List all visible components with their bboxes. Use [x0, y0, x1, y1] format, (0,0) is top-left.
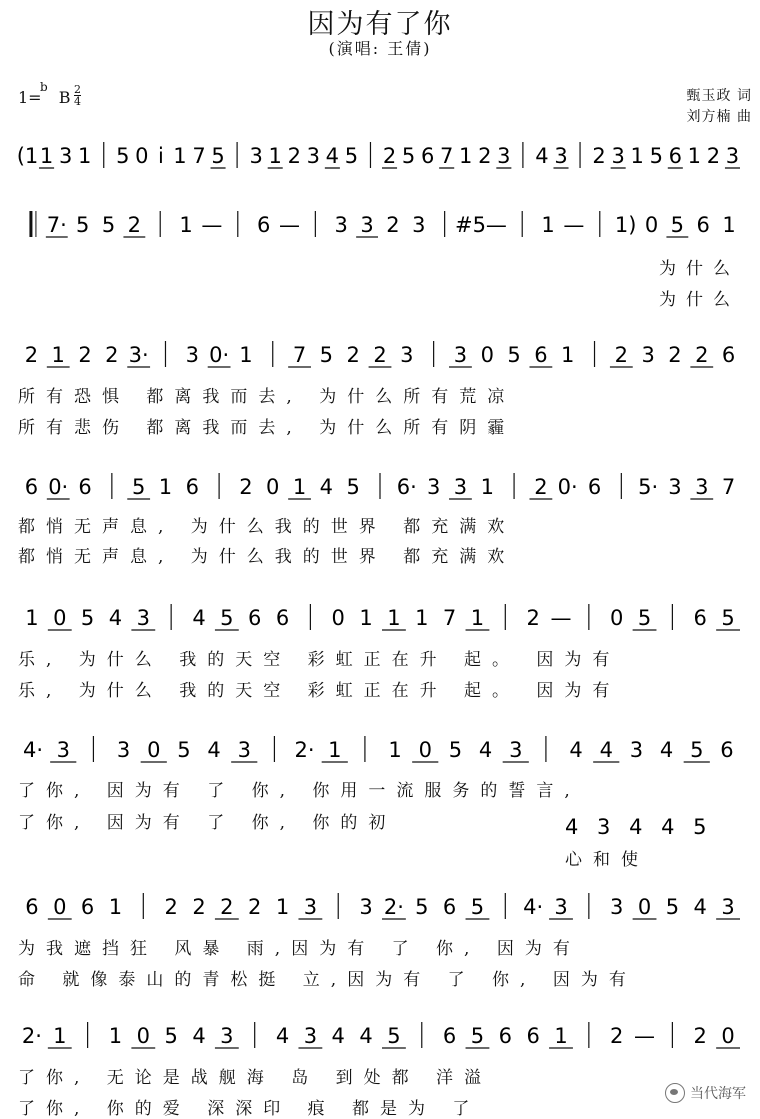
note: 5 [470, 1024, 485, 1048]
note: 2 [220, 895, 234, 919]
watermark-text: 当代海军 [690, 1086, 746, 1102]
wechat-icon [665, 1083, 685, 1103]
note: 7· [46, 213, 67, 237]
note: 0 [637, 895, 652, 919]
note: 6 [720, 738, 734, 762]
key-prefix: 1= [18, 88, 42, 107]
note: 2 [287, 144, 301, 168]
note: 5 [637, 606, 652, 630]
note: 2 [78, 343, 92, 367]
note: 1 [25, 606, 39, 630]
note: 6 [78, 475, 92, 499]
note: 5 [211, 144, 225, 168]
note: 6 [696, 213, 710, 237]
note: — [563, 213, 585, 237]
note: 1 [239, 343, 253, 367]
note: 0 [147, 738, 161, 762]
note: 4 [359, 1024, 373, 1048]
note: 4 [659, 738, 674, 762]
lyric-line: 为我遮挡狂 风暴 雨,因为有 了 你, 因为有 [18, 939, 581, 959]
note: 2 [382, 144, 397, 168]
lyric-line: 了你, 因为有 了 你, 你用一流服务的誓言, [18, 781, 581, 801]
system-1 [17, 142, 740, 168]
note: — [485, 213, 507, 237]
note: 3 [497, 144, 511, 168]
note: 2 [24, 343, 39, 367]
note: 4 [478, 738, 493, 762]
note: 6 [80, 895, 95, 919]
note: 4 [599, 738, 613, 762]
lyric-line: 所有悲伤 都离我而去, 为什么所有阴霾 [18, 418, 516, 438]
note: 2· [383, 895, 404, 919]
note: 1 [173, 144, 187, 168]
note: 2· [294, 738, 315, 762]
time-top: 2 [74, 83, 81, 96]
note: 4 [693, 895, 707, 919]
note: 5 [131, 475, 146, 499]
note: 2 [373, 343, 387, 367]
note: 6 [534, 343, 548, 367]
note: 0 [266, 475, 280, 499]
note: 6 [526, 1024, 540, 1048]
note: 1 [275, 895, 290, 919]
lyric-line: 为什么 [659, 290, 740, 310]
note: 2 [164, 895, 178, 919]
note: 0 [480, 343, 494, 367]
note: 1 [480, 475, 494, 499]
note: 1 [359, 606, 373, 630]
note: (1 [16, 144, 39, 168]
note: 4 [331, 1024, 345, 1048]
note: 3 [668, 475, 682, 499]
note: 2· [21, 1024, 42, 1048]
note: 3 [334, 213, 348, 237]
note: 6 [442, 1024, 457, 1048]
note: 6 [442, 895, 457, 919]
note: 3 [220, 1024, 234, 1048]
note: 3 [359, 895, 373, 919]
system-8 [22, 1022, 740, 1048]
note: 2 [610, 1024, 624, 1048]
note: 6 [185, 475, 199, 499]
note: 3 [641, 343, 655, 367]
note: — [201, 213, 223, 237]
note: 0 [418, 738, 432, 762]
note: 5 [665, 895, 680, 919]
note: 1) [614, 213, 637, 237]
note: 1 [53, 1024, 67, 1048]
note: 2 [192, 895, 206, 919]
note: 0 [135, 144, 149, 168]
note: 4· [23, 738, 44, 762]
note: 2 [346, 343, 360, 367]
note: 0 [610, 606, 624, 630]
note: 3 [453, 343, 468, 367]
note: 5· [638, 475, 659, 499]
note: 6 [693, 606, 707, 630]
note: 7 [192, 144, 206, 168]
note: 4 [207, 738, 221, 762]
note: 6· [396, 475, 417, 499]
lyric-line: 都悄无声息, 为什么我的世界 都充满欢 [18, 547, 516, 567]
note: 1 [630, 144, 644, 168]
note: 4 [535, 144, 549, 168]
note: 5 [164, 1024, 178, 1048]
note: 1 [179, 213, 193, 237]
lyric-line: 了你, 因为有 了 你, 你的初 [18, 813, 397, 833]
key-note: B [58, 88, 71, 107]
note: 0· [557, 475, 578, 499]
note: 1 [459, 144, 473, 168]
flat-sign: b [40, 80, 48, 94]
note: 5 [415, 895, 429, 919]
note: 3 [400, 343, 414, 367]
note: 1 [687, 144, 702, 168]
lyric-line: 所有恐惧 都离我而去, 为什么所有荒凉 [18, 387, 516, 407]
note: 2 [239, 475, 253, 499]
note: 3 [725, 144, 740, 168]
note: 3· [128, 343, 149, 367]
lyric-line: 都悄无声息, 为什么我的世界 都充满欢 [18, 517, 516, 537]
note: 2 [706, 144, 721, 168]
note: 6 [498, 1024, 512, 1048]
note: 5 [220, 606, 234, 630]
note: 5 [116, 144, 130, 168]
note: 1 [415, 606, 429, 630]
note: 3 [554, 144, 568, 168]
note: 2 [105, 343, 119, 367]
note: 2 [526, 606, 540, 630]
note: 1 [722, 213, 736, 237]
note: 0· [209, 343, 230, 367]
note: 6 [275, 606, 290, 630]
note: 1 [561, 343, 575, 367]
note: 0 [331, 606, 345, 630]
system-2 [31, 211, 736, 237]
note: #5 [455, 213, 486, 237]
note: 0 [721, 1024, 735, 1048]
note: 2 [693, 1024, 707, 1048]
note: 5 [401, 144, 416, 168]
note: 6 [668, 144, 683, 168]
note: 2 [534, 475, 548, 499]
note: 5 [670, 213, 685, 237]
note: 5 [346, 475, 360, 499]
singer-credit: (演唱: 王倩) [328, 39, 432, 58]
note: 3 [721, 895, 735, 919]
lyric-line: 乐, 为什么 我的天空 彩虹正在升 起。 因为有 [18, 681, 621, 701]
note: 5 [470, 895, 485, 919]
note: 3 [306, 144, 321, 168]
note: 3 [136, 606, 150, 630]
note: 5 [80, 606, 95, 630]
lyric-line: 为什么 [659, 259, 740, 279]
note: 5 [319, 343, 334, 367]
note: 3 [237, 738, 251, 762]
note: 3 [58, 144, 73, 168]
note: 1 [51, 343, 65, 367]
note: 2 [592, 144, 606, 168]
note: 3 [629, 738, 644, 762]
note: 3 [116, 738, 131, 762]
note: 1 [554, 1024, 568, 1048]
note: 2 [478, 144, 492, 168]
note: 1 [470, 606, 485, 630]
lyric-line: 乐, 为什么 我的天空 彩虹正在升 起。 因为有 [18, 650, 621, 670]
note: 1 [108, 895, 123, 919]
composer: 刘方楠 曲 [686, 109, 752, 125]
note: 0 [136, 1024, 150, 1048]
note: 5 [690, 738, 704, 762]
note: 5 [344, 144, 359, 168]
note: 7 [442, 606, 457, 630]
note: 3 [453, 475, 468, 499]
note: 5 [721, 606, 735, 630]
lyricist: 甄玉政 词 [686, 88, 752, 104]
note: 2 [695, 343, 709, 367]
note: 3 [303, 1024, 318, 1048]
note: 0 [53, 606, 67, 630]
note: 7 [721, 475, 736, 499]
note: 3 [610, 895, 624, 919]
note: 3 [360, 213, 374, 237]
note: 0 [53, 895, 67, 919]
note: 3 [249, 144, 263, 168]
note: 1 [77, 144, 92, 168]
note: 2 [614, 343, 629, 367]
note: 1 [292, 475, 307, 499]
note: 5 [101, 213, 116, 237]
note: 3 [303, 895, 318, 919]
note: 0· [48, 475, 69, 499]
system-5 [25, 604, 740, 630]
note: 1 [541, 213, 555, 237]
note: 1 [39, 144, 54, 168]
note: 3 [611, 144, 625, 168]
note: 1 [268, 144, 282, 168]
note: 3 [695, 475, 709, 499]
note: 5 [649, 144, 663, 168]
note: 4 [319, 475, 334, 499]
note: 1 [387, 606, 401, 630]
song-title: 因为有了你 [307, 9, 453, 40]
lyric-line: 了你, 你的爱 深深印 痕 都是为 了 [18, 1099, 481, 1119]
alt-notes: 4 3 4 4 5 [565, 815, 713, 839]
note: 3 [554, 895, 568, 919]
note: 2 [668, 343, 682, 367]
note: 3 [426, 475, 441, 499]
lyric-line: 命 就像泰山的青松挺 立,因为有 了 你, 因为有 [18, 970, 637, 990]
note: — [634, 1024, 656, 1048]
time-bottom: 4 [74, 95, 81, 108]
alt-lyric: 心和使 [565, 850, 649, 870]
note: 4 [192, 606, 206, 630]
note: 1 [158, 475, 173, 499]
note: 7 [439, 144, 454, 168]
lyric-line: 了你, 无论是战舰海 岛 到处都 洋溢 [18, 1068, 493, 1088]
note: 4· [523, 895, 544, 919]
note: 5 [75, 213, 90, 237]
note: 6 [721, 343, 736, 367]
note: i [157, 144, 164, 168]
note: 5 [507, 343, 521, 367]
note: 6 [248, 606, 262, 630]
note: 6 [24, 475, 39, 499]
system-7 [25, 893, 740, 919]
note: 2 [127, 213, 142, 237]
note: 6 [587, 475, 602, 499]
note: 6 [25, 895, 39, 919]
note: 4 [108, 606, 123, 630]
note: 2 [248, 895, 262, 919]
system-4 [25, 473, 736, 499]
system-3 [25, 341, 736, 367]
note: 6 [256, 213, 271, 237]
note: 6 [420, 144, 435, 168]
watermark [665, 1083, 746, 1103]
note: 3 [509, 738, 523, 762]
note: 5 [177, 738, 191, 762]
note: 0 [644, 213, 659, 237]
note: 1 [108, 1024, 123, 1048]
note: 1 [328, 738, 342, 762]
note: 4 [192, 1024, 206, 1048]
note: — [279, 213, 300, 237]
note: 1 [388, 738, 402, 762]
note: 5 [387, 1024, 401, 1048]
note: 3 [412, 213, 426, 237]
note: 3 [185, 343, 199, 367]
note: 7 [292, 343, 307, 367]
note: 4 [569, 738, 583, 762]
note: 3 [56, 738, 70, 762]
note: 5 [448, 738, 463, 762]
note: — [550, 606, 572, 630]
note: 2 [386, 213, 400, 237]
note: 4 [275, 1024, 290, 1048]
note: 4 [325, 144, 340, 168]
